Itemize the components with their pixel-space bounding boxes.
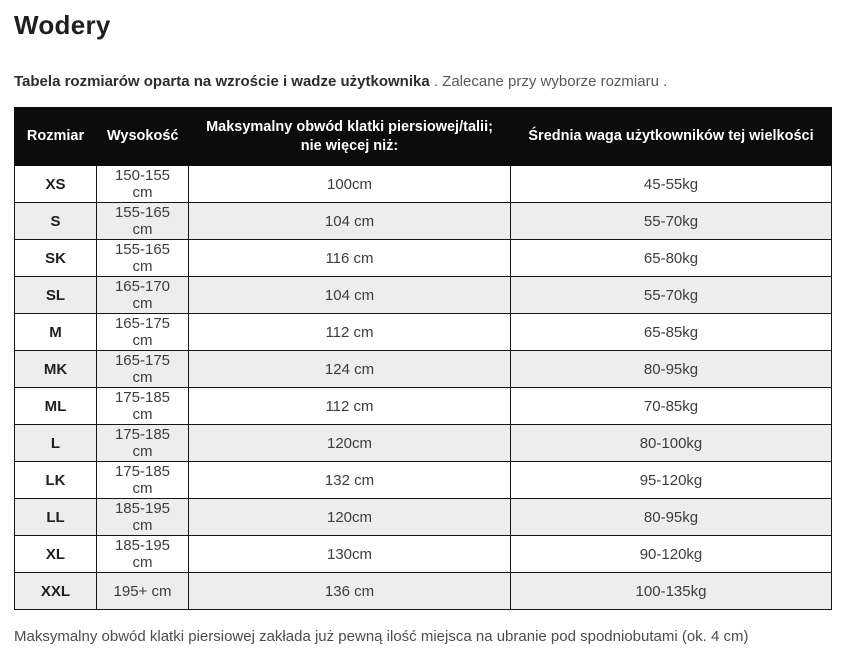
size-cell: XXL — [15, 573, 97, 610]
size-cell: M — [15, 314, 97, 351]
table-row — [15, 425, 832, 462]
chest-cell: 120cm — [189, 499, 511, 536]
header-height: Wysokość — [97, 108, 189, 166]
chest-cell: 130cm — [189, 536, 511, 573]
height-cell: 155-165 cm — [97, 203, 189, 240]
header-size: Rozmiar — [15, 108, 97, 166]
size-table-body — [15, 166, 832, 610]
table-description-rest: . Zalecane przy wyborze rozmiaru . — [429, 73, 668, 90]
size-cell: S — [15, 203, 97, 240]
height-cell: 185-195 cm — [97, 536, 189, 573]
weight-cell: 80-95kg — [511, 351, 832, 388]
chest-cell: 104 cm — [189, 277, 511, 314]
size-table — [14, 107, 832, 610]
table-row — [15, 573, 832, 610]
size-cell: SL — [15, 277, 97, 314]
table-row — [15, 277, 832, 314]
size-cell: XS — [15, 166, 97, 203]
weight-cell: 70-85kg — [511, 388, 832, 425]
height-cell: 165-170 cm — [97, 277, 189, 314]
table-row — [15, 388, 832, 425]
chest-cell: 136 cm — [189, 573, 511, 610]
height-cell: 150-155 cm — [97, 166, 189, 203]
height-cell: 155-165 cm — [97, 240, 189, 277]
table-row — [15, 240, 832, 277]
weight-cell: 65-80kg — [511, 240, 832, 277]
chest-cell: 116 cm — [189, 240, 511, 277]
table-row — [15, 314, 832, 351]
table-description-bold: Tabela rozmiarów oparta na wzroście i wadze użytkownika — [14, 73, 430, 90]
height-cell: 175-185 cm — [97, 425, 189, 462]
page-title: Wodery — [14, 10, 111, 40]
size-cell: SK — [15, 240, 97, 277]
weight-cell: 100-135kg — [511, 573, 832, 610]
header-row — [15, 108, 832, 166]
size-cell: ML — [15, 388, 97, 425]
table-row — [15, 462, 832, 499]
weight-cell: 80-100kg — [511, 425, 832, 462]
table-row — [15, 536, 832, 573]
weight-cell: 95-120kg — [511, 462, 832, 499]
chest-cell: 120cm — [189, 425, 511, 462]
table-row — [15, 166, 832, 203]
weight-cell: 80-95kg — [511, 499, 832, 536]
height-cell: 195+ cm — [97, 573, 189, 610]
header-avg-weight: Średnia waga użytkowników tej wielkości — [511, 108, 832, 166]
table-row — [15, 351, 832, 388]
size-cell: L — [15, 425, 97, 462]
height-cell: 175-185 cm — [97, 462, 189, 499]
weight-cell: 45-55kg — [511, 166, 832, 203]
height-cell: 165-175 cm — [97, 314, 189, 351]
size-cell: MK — [15, 351, 97, 388]
size-table-header — [15, 108, 832, 166]
height-cell: 185-195 cm — [97, 499, 189, 536]
header-max-chest: Maksymalny obwód klatki piersiowej/talii; nie więcej niż: — [189, 108, 511, 166]
table-description — [14, 72, 831, 92]
height-cell: 165-175 cm — [97, 351, 189, 388]
weight-cell: 65-85kg — [511, 314, 832, 351]
chest-cell: 100cm — [189, 166, 511, 203]
size-cell: XL — [15, 536, 97, 573]
weight-cell: 90-120kg — [511, 536, 832, 573]
weight-cell: 55-70kg — [511, 277, 832, 314]
height-cell: 175-185 cm — [97, 388, 189, 425]
chest-cell: 104 cm — [189, 203, 511, 240]
chest-cell: 112 cm — [189, 388, 511, 425]
weight-cell: 55-70kg — [511, 203, 832, 240]
table-row — [15, 499, 832, 536]
chest-cell: 132 cm — [189, 462, 511, 499]
footnote: Maksymalny obwód klatki piersiowej zakłada już pewną ilość miejsca na ubranie pod spodniobutami (ok. 4 cm) — [14, 628, 749, 645]
size-cell: LK — [15, 462, 97, 499]
table-row — [15, 203, 832, 240]
chest-cell: 124 cm — [189, 351, 511, 388]
size-cell: LL — [15, 499, 97, 536]
chest-cell: 112 cm — [189, 314, 511, 351]
